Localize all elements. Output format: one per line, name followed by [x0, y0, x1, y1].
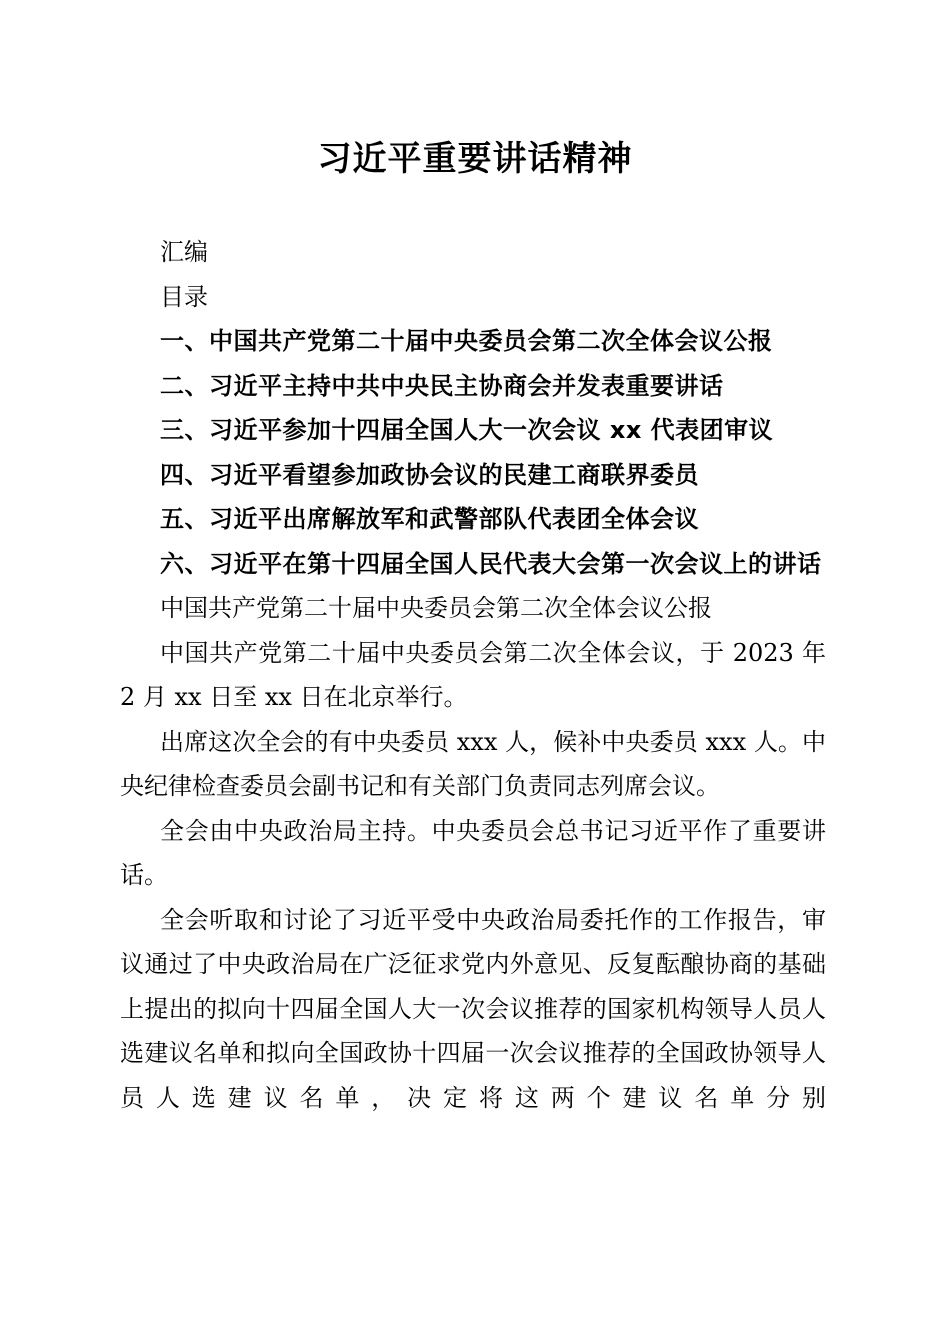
toc-item-5: 五、习近平出席解放军和武警部队代表团全体会议 — [160, 505, 699, 533]
toc-item-1: 一、中国共产党第二十届中央委员会第二次全体会议公报 — [160, 327, 773, 355]
compilation-label: 汇编 — [160, 238, 208, 266]
toc-item-4: 四、习近平看望参加政协会议的民建工商联界委员 — [160, 460, 699, 489]
section-heading: 中国共产党第二十届中央委员会第二次全体会议公报 — [160, 594, 712, 622]
body-paragraph-4: 全会听取和讨论了习近平受中央政治局委托作的工作报告，审议通过了中央政治局在广泛征求党内外意见、反复酝酿协商的基础上提出的拟向十四届全国人大一次会议推荐的国家机构领导人员人选建议名单和拟向全国政协十四届一次会议推荐的全国政协领导人员人选建议名单，决定将这两个建议名单分别 — [120, 905, 826, 1112]
document-body — [120, 230, 826, 1120]
table-of-contents — [120, 319, 826, 586]
toc-item-2: 二、习近平主持中共中央民主协商会并发表重要讲话 — [160, 371, 724, 400]
toc-item-3: 三、习近平参加十四届全国人大一次会议 xx 代表团审议 — [160, 416, 774, 444]
body-paragraph-3: 全会由中央政治局主持。中央委员会总书记习近平作了重要讲话。 — [120, 816, 826, 889]
body-paragraph-2: 出席这次全会的有中央委员 xxx 人，候补中央委员 xxx 人。中央纪律检查委员会副书记和有关部门负责同志列席会议。 — [120, 727, 826, 800]
document-title: 习近平重要讲话精神 — [317, 139, 633, 179]
toc-item-6: 六、习近平在第十四届全国人民代表大会第一次会议上的讲话 — [160, 549, 822, 578]
toc-label: 目录 — [160, 282, 208, 311]
body-paragraph-1: 中国共产党第二十届中央委员会第二次全体会议，于 2023 年 2 月 xx 日至 xx 日在北京举行。 — [120, 638, 826, 711]
